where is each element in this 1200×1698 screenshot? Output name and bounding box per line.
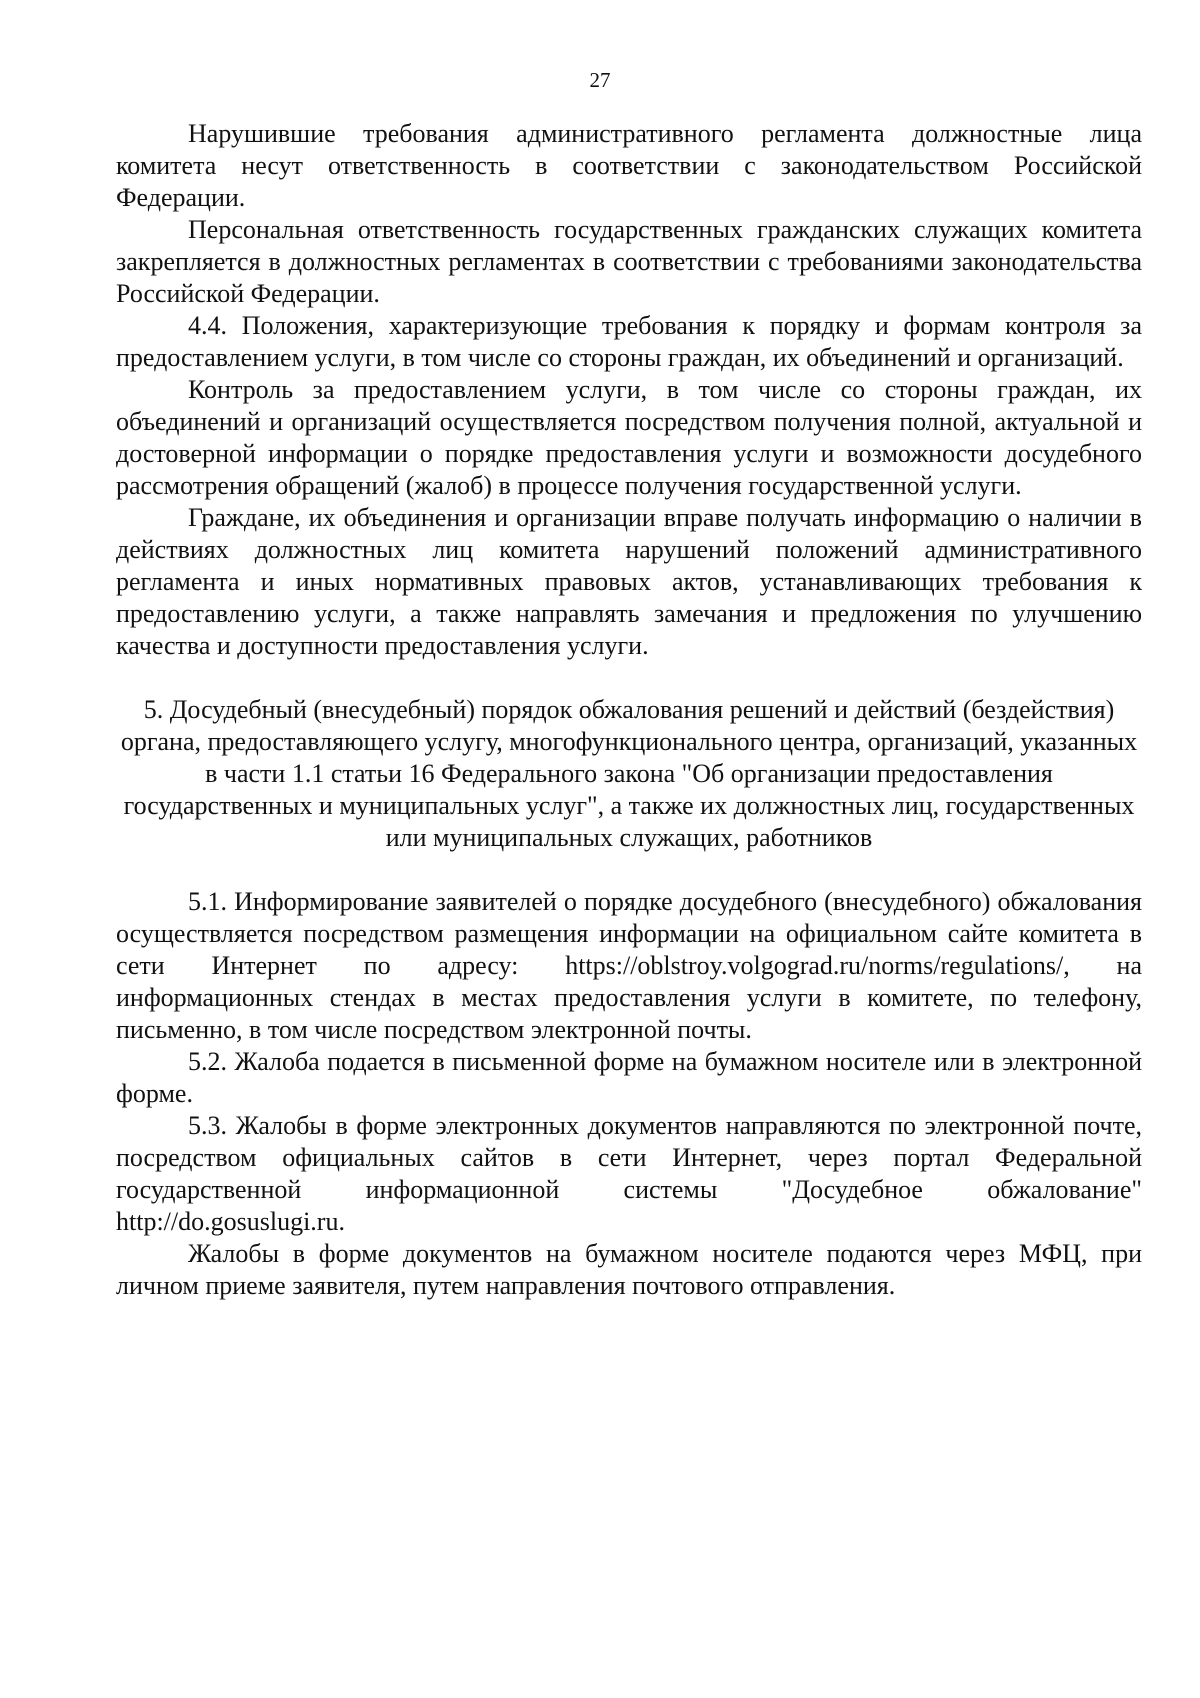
document-body [116, 118, 1142, 1302]
page-number: 27 [589, 68, 611, 92]
paragraph-control: Контроль за предоставлением услуги, в том числе со стороны граждан, их объединений и организаций осуществляется посредством получения полной, актуальной и достоверной информации о порядке предоставления услуги и возможности досудебного рассмотрения обращений (жалоб) в процессе получения государственной услуги. [116, 375, 1142, 500]
paragraph-5-2: 5.2. Жалоба подается в письменной форме на бумажном носителе или в электронной форме. [116, 1047, 1142, 1108]
paragraph-citizens-rights: Граждане, их объединения и организации вправе получать информацию о наличии в действиях должностных лиц комитета нарушений положений административного регламента и иных нормативных правовых актов, устанавливающих требования к предоставлению услуги, а также направлять замечания и предложения по улучшению качества и доступности предоставления услуги. [116, 503, 1142, 660]
paragraph-paper-complaints: Жалобы в форме документов на бумажном носителе подаются через МФЦ, при личном приеме заявителя, путем направления почтового отправления. [116, 1239, 1142, 1300]
paragraph-responsibility: Нарушившие требования административного регламента должностные лица комитета несут ответственность в соответствии с законодательством Российской Федерации. [116, 119, 1142, 212]
section-5-heading: 5. Досудебный (внесудебный) порядок обжалования решений и действий (бездействия) органа, предоставляющего услугу, многофункционального центра, организаций, указанных в части 1.1 статьи 16 Федерального закона "Об организации предоставления государственных и муниципальных услуг", а также их должностных лиц, государственных или муниципальных служащих, работников [120, 695, 1138, 852]
paragraph-personal-responsibility: Персональная ответственность государственных гражданских служащих комитета закрепляется в должностных регламентах в соответствии с требованиями законодательства Российской Федерации. [116, 215, 1142, 308]
paragraph-4-4: 4.4. Положения, характеризующие требования к порядку и формам контроля за предоставлением услуги, в том числе со стороны граждан, их объединений и организаций. [116, 311, 1142, 372]
paragraph-5-1: 5.1. Информирование заявителей о порядке досудебного (внесудебного) обжалования осуществляется посредством размещения информации на официальном сайте комитета в сети Интернет по адресу: https://oblstroy.volgograd.ru/norms/regulations/, на информационных стендах в местах предоставления услуги в комитете, по телефону, письменно, в том числе посредством электронной почты. [116, 887, 1142, 1044]
paragraph-5-3: 5.3. Жалобы в форме электронных документов направляются по электронной почте, посредством официальных сайтов в сети Интернет, через портал Федеральной государственной информационной системы "Досудебное обжалование" http://do.gosuslugi.ru. [116, 1111, 1142, 1236]
